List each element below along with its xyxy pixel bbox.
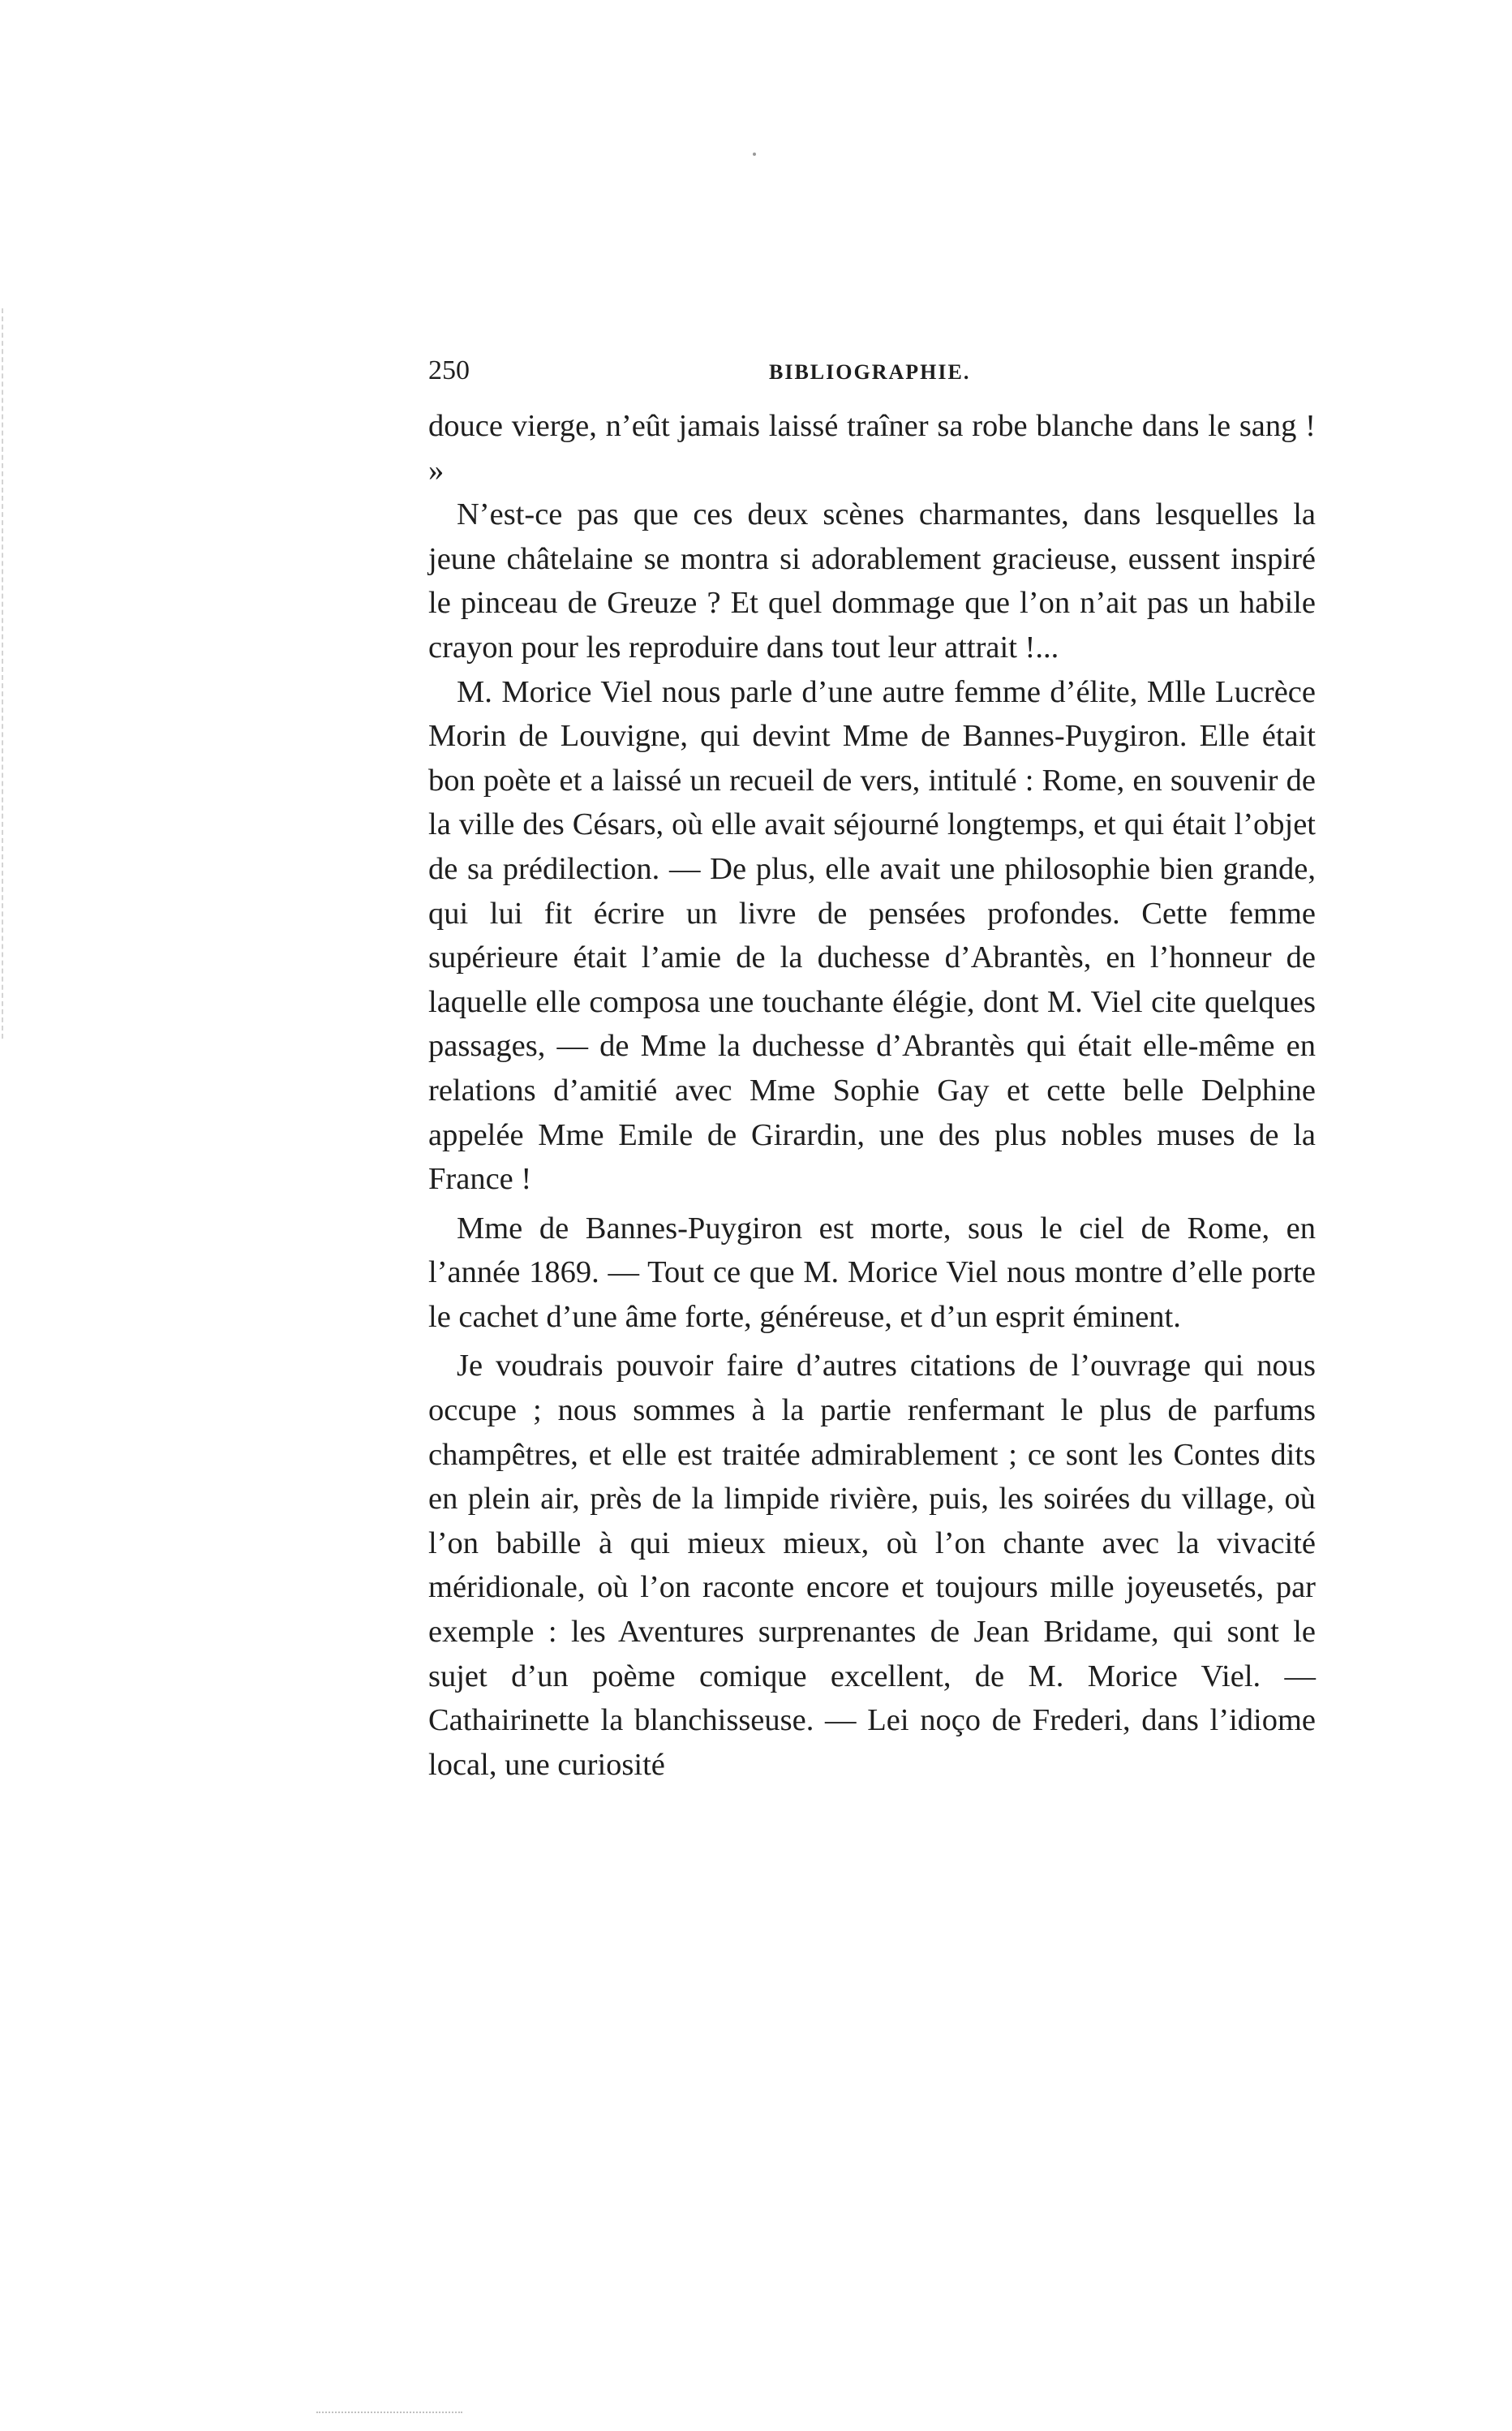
running-head: BIBLIOGRAPHIE. <box>769 360 971 384</box>
paragraph: Mme de Bannes-Puygiron est morte, sous le ciel de Rome, en l’année 1869. — Tout ce que M. Morice Viel nous montre d’elle porte le cachet d’une âme forte, généreuse, et d’un esprit éminent. <box>428 1211 1316 1334</box>
page-header <box>428 355 1321 396</box>
body-text <box>428 404 1316 1787</box>
speck-mark <box>753 153 756 156</box>
page-edge-mark <box>2 308 5 1039</box>
paragraph: N’est-ce pas que ces deux scènes charmantes, dans lesquelles la jeune châtelaine se montra si adorablement gracieuse, eussent inspiré le pinceau de Greuze ? Et quel dommage que l’on n’ait pas un habile crayon pour les reproduire dans tout leur attrait !... <box>428 497 1316 665</box>
paragraph: Je voudrais pouvoir faire d’autres citations de l’ouvrage qui nous occupe ; nous sommes à la partie renfermant le plus de parfums champêtres, et elle est traitée admirablement ; ce sont les Contes dits en plein air, près de la limpide rivière, puis, les soirées du village, où l’on babille à qui mieux mieux, où l’on chante avec la vivacité méridionale, où l’on raconte encore et toujours mille joyeusetés, par exemple : les Aventures surprenantes de Jean Bridame, qui sont le sujet d’un poème comique excellent, de M. Morice Viel. — Cathairinette la blanchisseuse. — Lei noço de Frederi, dans l’idiome local, une curiosité <box>428 1349 1316 1782</box>
page-number: 250 <box>428 355 470 385</box>
paragraph: M. Morice Viel nous parle d’une autre femme d’élite, Mlle Lucrèce Morin de Louvigne, qui devint Mme de Bannes-Puygiron. Elle était bon poète et a laissé un recueil de vers, intitulé : Rome, en souvenir de la ville des Césars, où elle avait séjourné longtemps, et qui était l’objet de sa prédilection. — De plus, elle avait une philosophie bien grande, qui lui fit écrire un livre de pensées profondes. Cette femme supérieure était l’amie de la duchesse d’Abrantès, en l’honneur de laquelle elle composa une touchante élégie, dont M. Viel cite quelques passages, — de Mme la duchesse d’Abrantès qui était elle-même en relations d’amitié avec Mme Sophie Gay et cette belle Delphine appelée Mme Emile de Girardin, une des plus nobles muses de la France ! <box>428 674 1316 1197</box>
bottom-edge-mark <box>316 2412 462 2415</box>
paragraph: douce vierge, n’eût jamais laissé traîner sa robe blanche dans le sang ! » <box>428 409 1316 488</box>
